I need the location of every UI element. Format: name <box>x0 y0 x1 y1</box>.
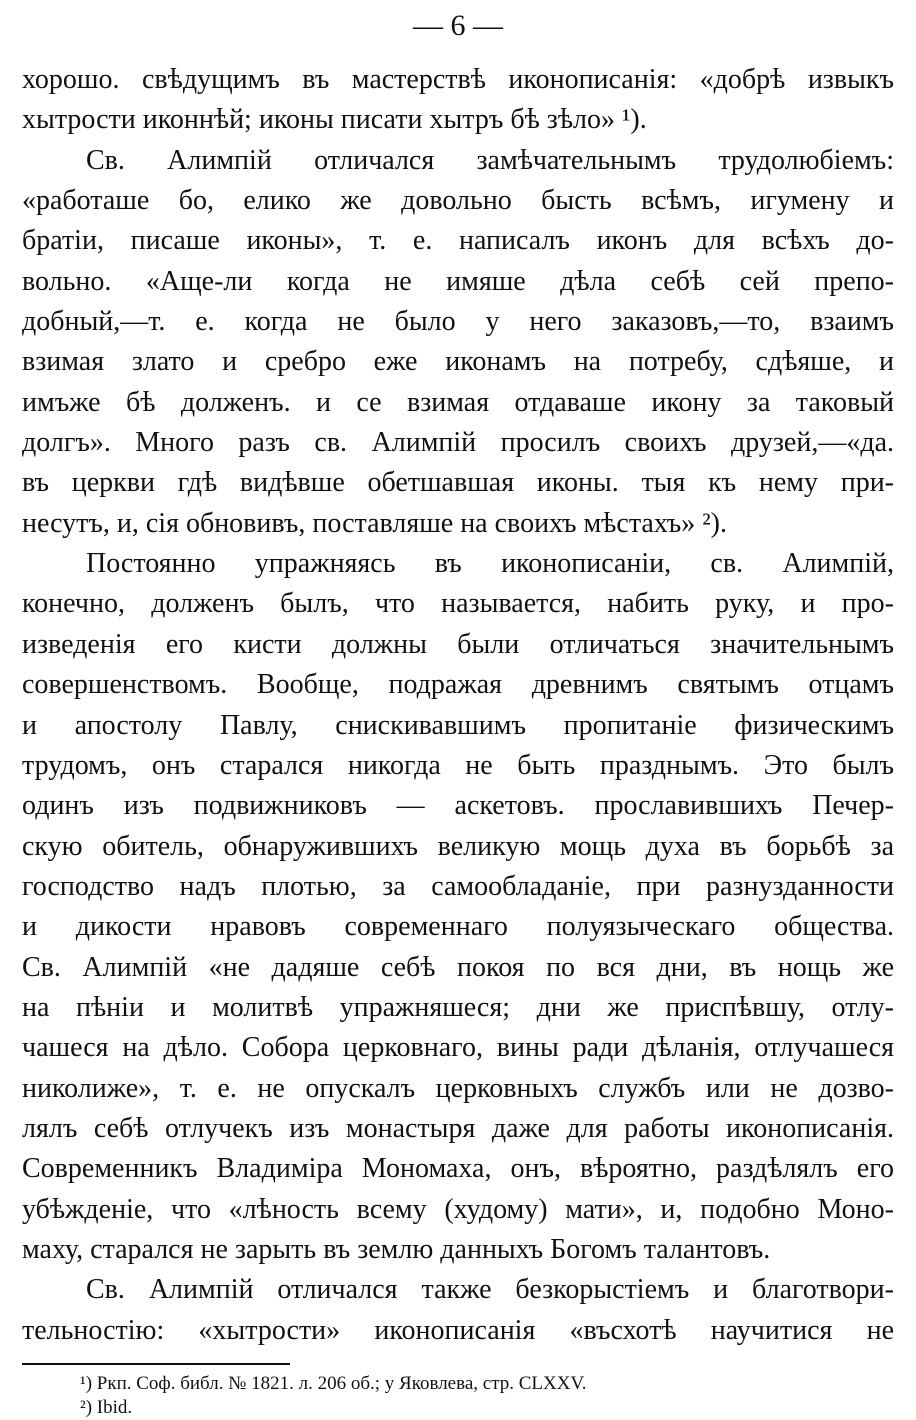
text-line: чашеся на дѣло. Собора церковнаго, вины ради дѣланія, отлучашеся <box>22 1032 894 1064</box>
footnote-divider <box>22 1363 290 1365</box>
text-line: маху, старался не зарыть въ землю данныхъ Богомъ талантовъ. <box>22 1233 771 1265</box>
text-line: скую обитель, обнаружившихъ великую мощь духа въ борьбѣ за <box>22 830 894 862</box>
text-line: взимая злато и сребро еже иконамъ на потребу, сдѣяше, и <box>22 346 894 378</box>
footnotes <box>80 1372 880 1420</box>
text-line: Современникъ Владиміра Мономаха, онъ, вѣроятно, раздѣлялъ его <box>22 1153 894 1185</box>
text-line: хытрости иконнѣй; иконы писати хытръ бѣ зѣло» ¹). <box>22 104 647 136</box>
text-line: хорошо. свѣдущимъ въ мастерствѣ иконописанія: «добрѣ извыкъ <box>22 64 894 95</box>
text-line: имъже бѣ долженъ. и се взимая отдаваше икону за таковый <box>22 386 894 418</box>
paragraph-start-line: Св. Алимпій отличался замѣчательнымъ трудолюбіемъ: <box>86 144 894 176</box>
text-line: господство надъ плотью, за самообладаніе, при разнузданности <box>22 870 894 902</box>
text-line: въ церкви гдѣ видѣвше обетшавшая иконы. тыя къ нему при- <box>22 467 894 499</box>
text-line: долгъ». Много разъ св. Алимпій просилъ своихъ друзей,—«да. <box>22 427 894 459</box>
page-number: — 6 — <box>413 9 503 42</box>
text-line: добный,—т. е. когда не было у него заказовъ,—то, взаимъ <box>22 306 894 338</box>
text-line: вольно. «Аще-ли когда не имяше дѣла себѣ сей препо- <box>22 265 894 297</box>
text-line: конечно, долженъ былъ, что называется, набить руку, и про- <box>22 588 894 620</box>
text-line: одинъ изъ подвижниковъ — аскетовъ. прославившихъ Печер- <box>22 790 894 822</box>
text-line: изведенія его кисти должны были отличаться значительнымъ <box>22 628 894 660</box>
body-text <box>22 60 894 1351</box>
text-line: и дикости нравовъ современнаго полуязыческаго общества. <box>22 911 894 943</box>
text-line: николиже», т. е. не опускалъ церковныхъ службъ или не дозво- <box>22 1072 894 1104</box>
text-line: тельностію: «хытрости» иконописанія «въсхотѣ научитися не <box>22 1314 894 1346</box>
text-line: убѣжденіе, что «лѣность всему (худому) мати», и, подобно Моно- <box>22 1193 894 1225</box>
footnote: ²) Ibid. <box>80 1397 133 1418</box>
text-line: трудомъ, онъ старался никогда не быть празднымъ. Это былъ <box>22 749 894 781</box>
text-line: несутъ, и, сія обновивъ, поставляше на своихъ мѣстахъ» ²). <box>22 507 727 539</box>
text-line: на пѣніи и молитвѣ упражняшеся; дни же приспѣвшу, отлу- <box>22 991 894 1023</box>
text-line: совершенствомъ. Вообще, подражая древнимъ святымъ отцамъ <box>22 669 894 701</box>
text-line: «работаше бо, елико же довольно бысть всѣмъ, игумену и <box>22 185 894 217</box>
text-line: и апостолу Павлу, снискивавшимъ пропитаніе физическимъ <box>22 709 894 741</box>
text-line: лялъ себѣ отлучекъ изъ монастыря даже для работы иконописанія. <box>22 1112 894 1144</box>
text-line: Св. Алимпій «не дадяше себѣ покоя по вся дни, въ нощь же <box>22 951 894 983</box>
footnote: ¹) Ркп. Соф. библ. № 1821. л. 206 об.; у Яковлева, стр. CLXXV. <box>80 1373 587 1394</box>
text-line: братіи, писаше иконы», т. е. написалъ иконъ для всѣхъ до- <box>22 225 894 257</box>
paragraph-start-line: Постоянно упражняясь въ иконописаніи, св. Алимпій, <box>86 548 894 580</box>
paragraph-start-line: Св. Алимпій отличался также безкорыстіемъ и благотвори- <box>86 1274 894 1306</box>
